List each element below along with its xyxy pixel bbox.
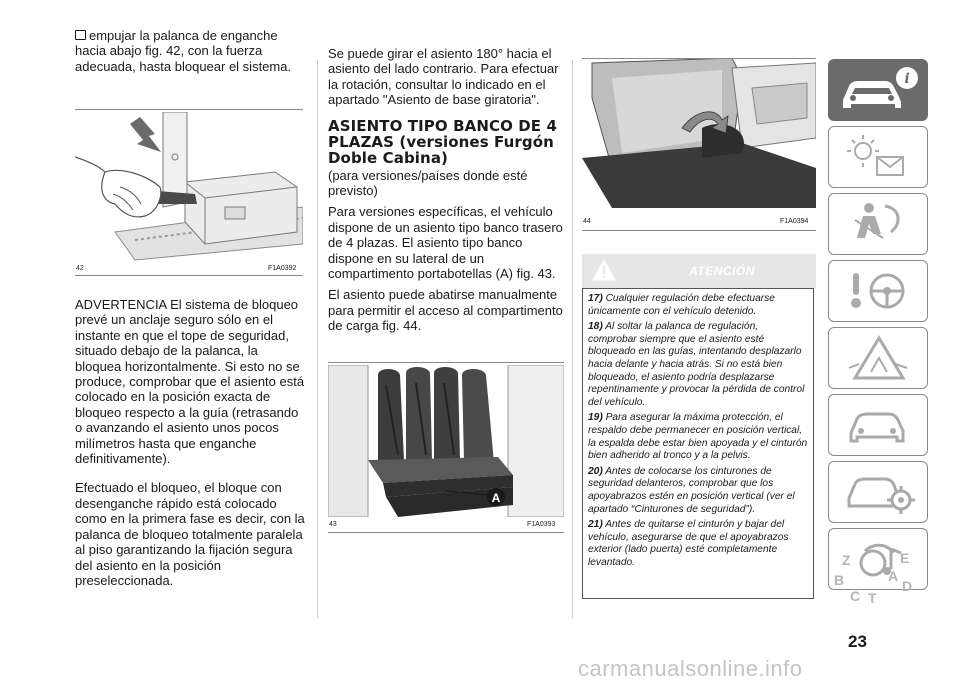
- item-text: Antes de colocarse los cinturones de seguridad delanteros, comprobar que los apoyabrazos estén en posición vertical (ver el apartado “Cinturones de seguridad”).: [588, 465, 795, 515]
- item-number: 21): [588, 519, 603, 531]
- paragraph: Efectuado el bloqueo, el bloque con desenganche rápido está colocado como en la primera fase es decir, con la palanca de bloqueo totalmente paralela al piso garantizando la fijación segura del asiento en la posición preseleccionada.: [75, 480, 305, 588]
- warning-lights-icon: [829, 127, 927, 187]
- tab-maintenance[interactable]: [828, 394, 928, 456]
- item-text: Al soltar la palanca de regulación, comprobar siempre que el asiento esté bloqueado en las guías, intentando desplazarlo hacia delante y hacia atrás. Si no está bien bloqueado, el asiento podría desplazarse repentinamente y provocar la pérdida de control del vehículo.: [588, 321, 805, 408]
- section-heading: ASIENTO TIPO BANCO DE 4 PLAZAS (versiones Furgón Doble Cabina): [328, 116, 558, 167]
- warning-triangle-icon: [592, 259, 616, 281]
- tab-safety[interactable]: [828, 193, 928, 255]
- column-2: [328, 46, 566, 334]
- paragraph: El asiento puede abatirse manualmente para permitir el acceso al compartimento de carga fig. 44.: [328, 287, 563, 334]
- column-divider: [572, 60, 573, 618]
- paragraph: Para versiones específicas, el vehículo dispone de un asiento tipo banco trasero de 4 plazas. El asiento tipo banco dispone en su lateral de un compartimento portabotellas (A) fig. 43.: [328, 204, 563, 282]
- attention-title: ATENCIÓN: [689, 264, 755, 278]
- attention-item: [588, 293, 808, 318]
- figure-42-number: 42: [76, 265, 84, 272]
- index-letter: A: [888, 568, 899, 584]
- figure-44: [582, 58, 816, 208]
- tab-technical-data[interactable]: [828, 461, 928, 523]
- attention-item: [588, 519, 808, 569]
- item-text: Antes de quitarse el cinturón y bajar del vehículo, asegurarse de que el apoyabrazos exterior (lado puerta) esté completamente levantado.: [588, 519, 789, 568]
- alphabet-index-icon: [828, 550, 926, 606]
- car-info-icon: [829, 60, 927, 120]
- index-letter: D: [902, 578, 913, 594]
- item-text: Para asegurar la máxima protección, el respaldo debe permanecer en posición vertical, la espalda debe estar bien apoyada y el cinturón bien adherido al tronco y a la pelvis.: [588, 412, 808, 462]
- index-letter: Z: [842, 552, 851, 568]
- seat-lever-illustration: [75, 112, 303, 262]
- column-divider: [317, 60, 318, 618]
- figure-42: [75, 112, 303, 262]
- folded-seat-illustration: [582, 58, 816, 208]
- checkbox-bullet-icon: [75, 30, 86, 40]
- figure-42-code: F1A0392: [268, 265, 297, 272]
- figure-top-rule: [75, 109, 303, 110]
- figure-43-number: 43: [329, 521, 337, 528]
- tab-emergency[interactable]: [828, 327, 928, 389]
- warning-paragraph: ADVERTENCIA El sistema de bloqueo prevé un anclaje seguro sólo en el instante en que el tope de seguridad, situado debajo de la palanca, la bloquea horizontalmente. Si esto no se produce, comprobar que el asiento está colocado en la posición exacta de bloqueo respecto a la guía (retrasando o avanzando el asiento unos pocos milímetros hasta que enganche definitivamente).: [75, 297, 305, 467]
- steering-wheel-icon: [829, 261, 927, 321]
- column-1-body: [75, 297, 305, 588]
- attention-item: [588, 321, 808, 409]
- item-text: Cualquier regulación debe efectuarse únicamente con el vehículo detenido.: [588, 293, 775, 317]
- tab-index[interactable]: [828, 550, 928, 608]
- bench-seat-illustration: [328, 365, 564, 517]
- attention-box: [582, 288, 814, 599]
- car-service-icon: [829, 395, 927, 455]
- figure-bottom-rule: [75, 275, 303, 276]
- gear-data-icon: [829, 462, 927, 522]
- figure-43: [328, 365, 564, 517]
- index-letter: E: [900, 550, 910, 566]
- svg-text:i: i: [904, 71, 910, 87]
- figure-top-rule: [328, 362, 564, 363]
- paragraph: (para versiones/países donde esté previsto): [328, 167, 528, 199]
- paragraph: [75, 28, 305, 74]
- callout-a-label: A: [491, 491, 501, 505]
- column-1: [75, 28, 305, 74]
- watermark: carmanualsonline.info: [578, 656, 803, 681]
- item-number: 19): [588, 412, 603, 424]
- figure-bottom-rule: [328, 532, 564, 533]
- item-number: 18): [588, 321, 603, 333]
- attention-item: [588, 412, 808, 462]
- index-letter: C: [850, 588, 861, 604]
- figure-bottom-rule: [582, 230, 816, 231]
- airbag-icon: [829, 194, 927, 254]
- paragraph-text: empujar la palanca de enganche hacia abajo fig. 42, con la fuerza adecuada, hasta bloquear el sistema.: [75, 28, 292, 74]
- attention-item: [588, 466, 808, 516]
- road-warning-icon: [829, 328, 927, 388]
- tab-driving[interactable]: [828, 260, 928, 322]
- item-number: 17): [588, 293, 603, 304]
- index-letter: B: [834, 572, 845, 588]
- attention-header: [582, 254, 816, 288]
- figure-top-rule: [582, 58, 816, 59]
- item-number: 20): [588, 465, 603, 477]
- paragraph: Se puede girar el asiento 180° hacia el asiento del lado contrario. Para efectuar la rotación, consultar lo indicado en el apartado "Asiento de base giratoria".: [328, 46, 559, 108]
- figure-44-code: F1A0394: [780, 218, 809, 225]
- figure-43-code: F1A0393: [527, 521, 556, 528]
- tab-warning-lights[interactable]: [828, 126, 928, 188]
- index-letter: T: [868, 590, 877, 606]
- tab-car-info[interactable]: [828, 59, 928, 121]
- figure-44-number: 44: [583, 218, 591, 225]
- page-number: 23: [848, 632, 867, 651]
